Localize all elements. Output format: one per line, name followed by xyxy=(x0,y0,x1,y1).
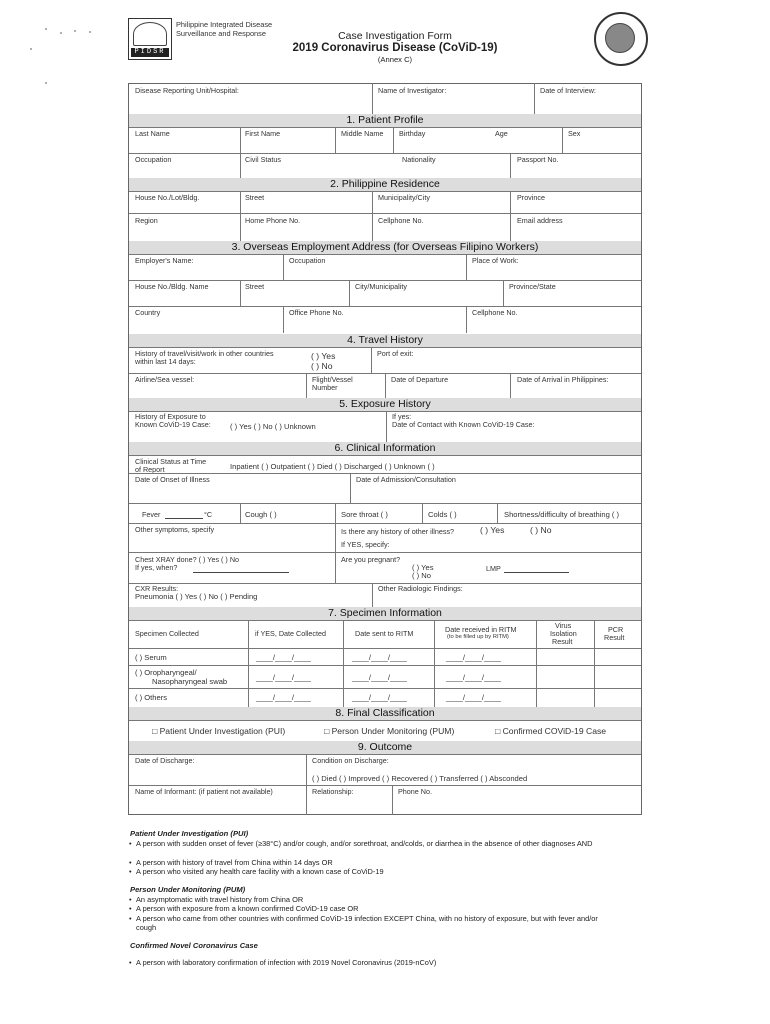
others-date-sent[interactable]: ____/____/____ xyxy=(352,693,407,702)
ofw-house-label: House No./Bldg. Name xyxy=(135,282,209,291)
pum-definition-3: • A person who came from other countries with confirmed CoViD-19 infection EXCEPT China, with no history of exposure, but with fever and/or cough xyxy=(136,914,616,932)
section-5-header: 5. Exposure History xyxy=(129,398,641,411)
birthday-label: Birthday xyxy=(399,129,426,138)
oropharyngeal-option-line2: Nasopharyngeal swab xyxy=(152,677,228,686)
serum-date-collected[interactable]: ____/____/____ xyxy=(256,653,311,662)
pui-checkbox[interactable]: □ Patient Under Investigation (PUI) xyxy=(152,726,286,736)
form-subtitle: 2019 Coronavirus Disease (CoViD-19) xyxy=(292,42,498,54)
clinical-status-label-2: of Report xyxy=(135,465,165,474)
swab-date-sent[interactable]: ____/____/____ xyxy=(352,673,407,682)
cellphone-label: Cellphone No. xyxy=(378,216,424,225)
ofw-occupation-label: Occupation xyxy=(289,256,326,265)
confirmed-checkbox[interactable]: □ Confirmed COViD-19 Case xyxy=(495,726,607,736)
logo-text: PIDSR xyxy=(131,48,169,57)
date-sent-col-header: Date sent to RITM xyxy=(355,629,414,638)
chest-xray-label[interactable]: Chest XRAY done? ( ) Yes ( ) No xyxy=(135,555,240,564)
relationship-label: Relationship: xyxy=(312,787,354,796)
pui-definition-title: Patient Under Investigation (PUI) xyxy=(130,829,249,838)
province-label: Province xyxy=(517,193,545,202)
form-title: Case Investigation Form xyxy=(338,30,452,42)
region-label: Region xyxy=(135,216,158,225)
pum-definition-2: • A person with exposure from a known confirmed CoViD-19 case OR xyxy=(136,904,616,913)
street-label: Street xyxy=(245,193,265,202)
other-symptoms-label: Other symptoms, specify xyxy=(135,525,215,534)
place-of-work-label: Place of Work: xyxy=(472,256,519,265)
sex-label: Sex xyxy=(568,129,581,138)
onset-date-label: Date of Onset of Illness xyxy=(135,475,210,484)
sob-option[interactable]: Shortness/difficulty of breathing ( ) xyxy=(504,510,620,519)
others-option[interactable]: ( ) Others xyxy=(135,693,168,702)
arrival-date-label: Date of Arrival in Philippines: xyxy=(517,375,609,384)
swab-date-collected[interactable]: ____/____/____ xyxy=(256,673,311,682)
section-6-header: 6. Clinical Information xyxy=(129,442,641,455)
flight-number-label-1: Flight/Vessel xyxy=(312,375,353,384)
section-1-header: 1. Patient Profile xyxy=(129,114,641,127)
civil-status-label: Civil Status xyxy=(245,155,281,164)
date-collected-col-header: if YES, Date Collected xyxy=(255,629,326,638)
pum-definition-1: • An asymptomatic with travel history from China OR xyxy=(136,895,616,904)
colds-option[interactable]: Colds ( ) xyxy=(428,510,457,519)
occupation-label: Occupation xyxy=(135,155,172,164)
informant-label: Name of Informant: (if patient not available) xyxy=(135,787,273,796)
ofw-cellphone-label: Cellphone No. xyxy=(472,308,518,317)
section-3-header: 3. Overseas Employment Address (for Overseas Filipino Workers) xyxy=(129,241,641,254)
last-name-label: Last Name xyxy=(135,129,170,138)
pum-definition-title: Person Under Monitoring (PUM) xyxy=(130,885,246,894)
swab-date-received[interactable]: ____/____/____ xyxy=(446,673,501,682)
reporting-unit-label: Disease Reporting Unit/Hospital: xyxy=(135,86,239,95)
section-4-header: 4. Travel History xyxy=(129,334,641,347)
other-illness-label: Is there any history of other illness? xyxy=(341,527,455,536)
travel-no-option[interactable]: ( ) No xyxy=(311,361,333,371)
serum-date-sent[interactable]: ____/____/____ xyxy=(352,653,407,662)
section-7-header: 7. Specimen Information xyxy=(129,607,641,620)
specimen-col-header: Specimen Collected xyxy=(135,629,199,638)
section-9-header: 9. Outcome xyxy=(129,741,641,754)
ofw-city-label: City/Municipality xyxy=(355,282,407,291)
middle-name-label: Middle Name xyxy=(341,129,384,138)
pui-definition-2: • A person with history of travel from China within 14 days OR xyxy=(136,858,616,867)
illness-no-option[interactable]: ( ) No xyxy=(530,525,552,535)
confirmed-definition-title: Confirmed Novel Coronavirus Case xyxy=(130,941,258,950)
email-label: Email address xyxy=(517,216,563,225)
lmp-label: LMP xyxy=(486,564,501,573)
pui-definition-1: • A person with sudden onset of fever (≥38°C) and/or cough, and/or sorethroat, and/colds, or diarrhea in the absence of other diagnoses AND xyxy=(136,839,616,848)
cxr-pneumonia-options[interactable]: Pneumonia ( ) Yes ( ) No ( ) Pending xyxy=(135,592,258,601)
nationality-label: Nationality xyxy=(402,155,436,164)
confirmed-definition-1: • A person with laboratory confirmation of infection with 2019 Novel Coronavirus (2019-nCoV) xyxy=(136,958,616,967)
age-label: Age xyxy=(495,129,508,138)
flight-number-label-2: Number xyxy=(312,383,338,392)
ofw-province-label: Province/State xyxy=(509,282,556,291)
section-2-header: 2. Philippine Residence xyxy=(129,178,641,191)
date-received-col-note: (to be filled up by RITM) xyxy=(447,634,509,640)
departure-date-label: Date of Departure xyxy=(391,375,449,384)
interview-date-label: Date of Interview: xyxy=(540,86,596,95)
passport-label: Passport No. xyxy=(517,155,559,164)
illness-specify-label: If YES, specify: xyxy=(341,540,390,549)
seal-center xyxy=(605,23,635,53)
home-phone-label: Home Phone No. xyxy=(245,216,301,225)
pregnant-yes-option[interactable]: ( ) Yes xyxy=(412,563,434,572)
virus-col-header-3: Result xyxy=(552,637,573,646)
cxr-results-label: CXR Results: xyxy=(135,584,179,593)
exposure-label-1: History of Exposure to xyxy=(135,412,206,421)
discharge-date-label: Date of Discharge: xyxy=(135,756,195,765)
sore-throat-option[interactable]: Sore throat ( ) xyxy=(341,510,388,519)
pui-definition-3: • A person who visited any health care facility with a known case of CoViD-19 xyxy=(136,867,616,876)
oropharyngeal-option[interactable]: ( ) Oropharyngeal/ xyxy=(135,668,197,677)
pum-checkbox[interactable]: □ Person Under Monitoring (PUM) xyxy=(324,726,455,736)
pregnant-no-option[interactable]: ( ) No xyxy=(412,571,431,580)
others-date-collected[interactable]: ____/____/____ xyxy=(256,693,311,702)
informant-phone-label: Phone No. xyxy=(398,787,432,796)
xray-when-label: If yes, when? xyxy=(135,563,178,572)
doh-seal xyxy=(594,12,648,66)
date-received-col-header: Date received in RITM xyxy=(445,625,517,634)
port-of-exit-label: Port of exit: xyxy=(377,349,414,358)
serum-date-received[interactable]: ____/____/____ xyxy=(446,653,501,662)
virus-col-header-1: Virus xyxy=(555,621,572,630)
virus-col-header-2: Isolation xyxy=(550,629,577,638)
country-label: Country xyxy=(135,308,161,317)
travel-history-label-1: History of travel/visit/work in other countries xyxy=(135,349,274,358)
pcr-col-header-1: PCR xyxy=(608,625,624,634)
others-date-received[interactable]: ____/____/____ xyxy=(446,693,501,702)
org-name-line2: Surveillance and Response xyxy=(176,29,266,38)
radiologic-findings-label: Other Radiologic Findings: xyxy=(378,584,463,593)
section-8-header: 8. Final Classification xyxy=(129,707,641,720)
contact-date-label: Date of Contact with Known CoViD-19 Case: xyxy=(392,420,535,429)
condition-discharge-label: Condition on Discharge: xyxy=(312,756,389,765)
exposure-if-yes-label: If yes: xyxy=(392,412,412,421)
serum-option[interactable]: ( ) Serum xyxy=(135,653,167,662)
clinical-status-label-1: Clinical Status at Time xyxy=(135,457,207,466)
clinical-status-options[interactable]: Inpatient ( ) Outpatient ( ) Died ( ) Discharged ( ) Unknown ( ) xyxy=(230,462,435,471)
house-no-label: House No./Lot/Bldg. xyxy=(135,193,200,202)
pcr-col-header-2: Result xyxy=(604,633,625,642)
exposure-label-2: Known CoViD-19 Case: xyxy=(135,420,211,429)
cough-option[interactable]: Cough ( ) xyxy=(245,510,277,519)
discharge-condition-options[interactable]: ( ) Died ( ) Improved ( ) Recovered ( ) Transferred ( ) Absconded xyxy=(312,774,528,783)
exposure-options[interactable]: ( ) Yes ( ) No ( ) Unknown xyxy=(230,422,316,431)
investigator-label: Name of Investigator: xyxy=(378,86,447,95)
office-phone-label: Office Phone No. xyxy=(289,308,344,317)
form-annex: (Annex C) xyxy=(377,55,413,64)
travel-yes-option[interactable]: ( ) Yes xyxy=(311,351,336,361)
employer-label: Employer's Name: xyxy=(135,256,194,265)
travel-history-label-2: within last 14 days: xyxy=(135,357,196,366)
pregnant-label: Are you pregnant? xyxy=(341,555,401,564)
ofw-street-label: Street xyxy=(245,282,265,291)
admission-date-label: Date of Admission/Consultation xyxy=(356,475,456,484)
illness-yes-option[interactable]: ( ) Yes xyxy=(480,525,505,535)
airline-label: Airline/Sea vessel: xyxy=(135,375,195,384)
fever-label: Fever xyxy=(142,510,161,519)
municipality-label: Municipality/City xyxy=(378,193,430,202)
org-name-line1: Philippine Integrated Disease xyxy=(176,20,273,29)
first-name-label: First Name xyxy=(245,129,281,138)
fever-unit: °C xyxy=(204,510,213,519)
